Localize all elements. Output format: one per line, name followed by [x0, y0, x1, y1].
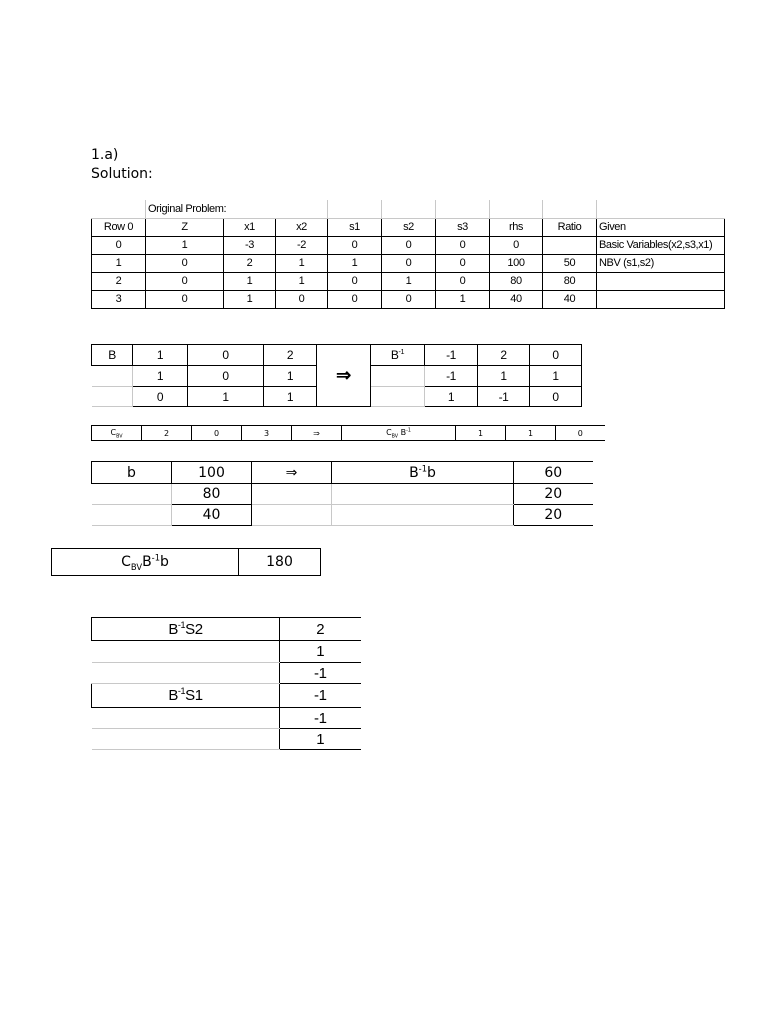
- table-cell: 100: [490, 254, 543, 272]
- b-inverse-s1-value: -1: [280, 684, 361, 708]
- table-row: [92, 254, 725, 272]
- table-cell: 0: [382, 236, 436, 254]
- table-cell: 0: [490, 236, 543, 254]
- header-given: Given: [597, 218, 725, 236]
- b-inverse-s1-label: $B^{-1}S1$: [92, 684, 280, 708]
- header-x2: x2: [276, 218, 328, 236]
- b-inverse-s1-value: -1: [280, 708, 361, 729]
- matrix-cell: 0: [530, 387, 582, 407]
- b-inverse-s2-label: $B^{-1}S2$: [92, 618, 280, 641]
- table-cell: 1: [436, 290, 490, 308]
- implies-arrow: ⇒: [317, 345, 371, 407]
- matrix-cell: 1: [264, 387, 317, 407]
- table-cell: 0: [436, 272, 490, 290]
- b-inverse-b-label: $B^{-1}b$: [332, 462, 514, 484]
- table-cell: 80: [490, 272, 543, 290]
- cbv-binv-value: 1: [506, 426, 556, 441]
- table-cell: [543, 236, 597, 254]
- header-s1: s1: [328, 218, 382, 236]
- header-row: Row 0: [92, 218, 146, 236]
- table-cell: 40: [490, 290, 543, 308]
- b-inverse-s2-value: 2: [280, 618, 361, 641]
- b-vector-label: b: [92, 462, 172, 484]
- table-cell: 1: [92, 254, 146, 272]
- table-cell: 2: [224, 254, 276, 272]
- table-cell: 40: [543, 290, 597, 308]
- objective-value: 180: [239, 549, 321, 576]
- header-x1: x1: [224, 218, 276, 236]
- implies-arrow: ⇒: [252, 462, 332, 484]
- b-inverse-s2-value: 1: [280, 641, 361, 663]
- matrix-cell: 0: [133, 387, 188, 407]
- tableau-title-row: [92, 200, 725, 218]
- matrix-cell: 2: [264, 345, 317, 366]
- tableau-header-row: [92, 218, 725, 236]
- b-inverse-b-value: 60: [514, 462, 593, 484]
- basic-variables-note: Basic Variables(x2,s3,x1): [597, 236, 725, 254]
- cbv-value: 3: [242, 426, 292, 441]
- b-vector-table: [91, 461, 593, 526]
- b-inverse-s1-value: 1: [280, 729, 361, 750]
- cbv-row: [91, 425, 605, 441]
- objective-table: [51, 548, 321, 576]
- matrix-cell: 0: [188, 345, 264, 366]
- solution-label: Solution:: [91, 166, 153, 182]
- b-inverse-label: $B^{-1}$: [371, 345, 425, 366]
- b-inverse-b-value: 20: [514, 505, 593, 526]
- b-vector-value: 80: [172, 484, 252, 505]
- basis-matrices: [91, 344, 582, 407]
- cbv-binv-label: $C_{BV}$ $B^{-1}$: [342, 426, 456, 441]
- matrix-cell: -1: [425, 345, 478, 366]
- table-cell: 0: [276, 290, 328, 308]
- table-cell: 0: [328, 236, 382, 254]
- table-cell: 50: [543, 254, 597, 272]
- table-cell: 1: [382, 272, 436, 290]
- b-inverse-b-value: 20: [514, 484, 593, 505]
- matrix-cell: 1: [188, 387, 264, 407]
- table-cell: 0: [146, 290, 224, 308]
- matrix-cell: 1: [133, 366, 188, 387]
- cbv-value: 2: [142, 426, 192, 441]
- table-cell: 0: [382, 290, 436, 308]
- header-s3: s3: [436, 218, 490, 236]
- cbv-value: 0: [192, 426, 242, 441]
- cbv-binv-value: 0: [556, 426, 605, 441]
- header-z: Z: [146, 218, 224, 236]
- matrix-cell: 2: [478, 345, 530, 366]
- b-vector-value: 40: [172, 505, 252, 526]
- table-cell: -3: [224, 236, 276, 254]
- table-cell: 1: [146, 236, 224, 254]
- b-matrix-label: B: [92, 345, 133, 366]
- table-cell: 0: [382, 254, 436, 272]
- table-cell: 0: [146, 254, 224, 272]
- table-cell: 0: [436, 236, 490, 254]
- column-vectors-table: [91, 617, 361, 750]
- header-rhs: rhs: [490, 218, 543, 236]
- b-vector-value: 100: [172, 462, 252, 484]
- table-row: [92, 236, 725, 254]
- table-cell: 2: [92, 272, 146, 290]
- table-cell: 1: [224, 290, 276, 308]
- b-inverse-s2-value: -1: [280, 663, 361, 684]
- matrix-cell: 1: [133, 345, 188, 366]
- table-cell: 3: [92, 290, 146, 308]
- table-cell: 0: [436, 254, 490, 272]
- table-cell: 0: [92, 236, 146, 254]
- basis-row: [92, 345, 582, 366]
- tableau-title: Original Problem:: [146, 200, 276, 218]
- header-s2: s2: [382, 218, 436, 236]
- implies-arrow: ⇒: [292, 426, 342, 441]
- table-row: [92, 290, 725, 308]
- matrix-cell: -1: [425, 366, 478, 387]
- table-cell: 0: [328, 290, 382, 308]
- table-cell: [597, 272, 725, 290]
- matrix-cell: 1: [425, 387, 478, 407]
- matrix-cell: 1: [264, 366, 317, 387]
- table-cell: 1: [276, 272, 328, 290]
- table-cell: 1: [224, 272, 276, 290]
- original-tableau: [91, 200, 725, 309]
- table-cell: [597, 290, 725, 308]
- header-ratio: Ratio: [543, 218, 597, 236]
- table-cell: 80: [543, 272, 597, 290]
- table-cell: 1: [328, 254, 382, 272]
- matrix-cell: 1: [478, 366, 530, 387]
- matrix-cell: -1: [478, 387, 530, 407]
- table-cell: 0: [146, 272, 224, 290]
- matrix-cell: 0: [188, 366, 264, 387]
- nbv-note: NBV (s1,s2): [597, 254, 725, 272]
- problem-number: 1.a): [91, 147, 119, 163]
- cbv-binv-value: 1: [456, 426, 506, 441]
- matrix-cell: 1: [530, 366, 582, 387]
- table-cell: -2: [276, 236, 328, 254]
- table-cell: 1: [276, 254, 328, 272]
- objective-label: $C_{BV}B^{-1}b$: [52, 549, 239, 576]
- table-cell: 0: [328, 272, 382, 290]
- matrix-cell: 0: [530, 345, 582, 366]
- table-row: [92, 272, 725, 290]
- cbv-label: $C_{BV}$: [92, 426, 142, 441]
